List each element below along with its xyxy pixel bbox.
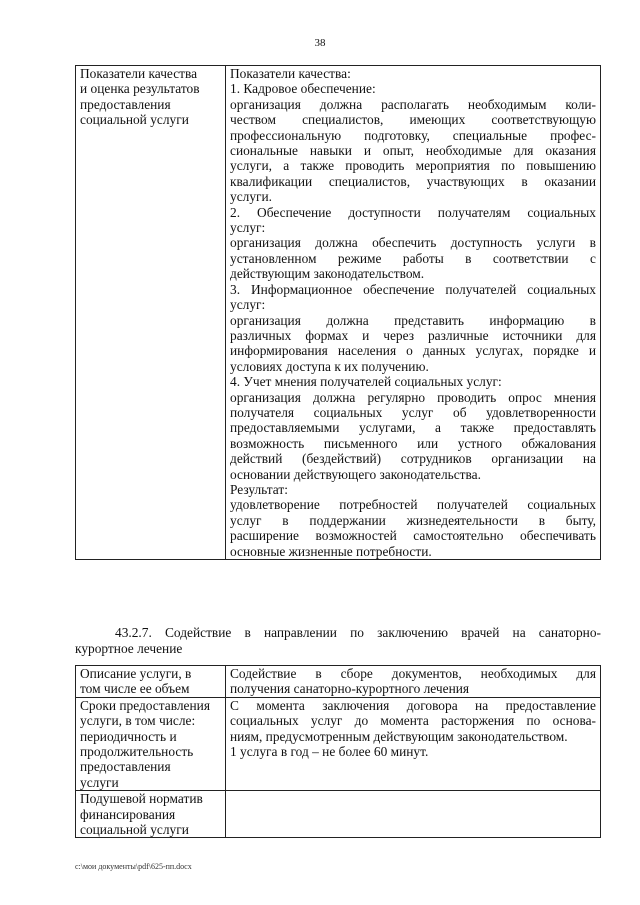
text-line: возможность письменного или устного обжалования [230,435,596,451]
text-line: С момента заключения договора на предоставление [230,697,596,713]
section-heading-line-1: 43.2.7. Содействие в направлении по заключению врачей на санаторно- [115,625,601,640]
section-heading [75,625,601,657]
text-line: услуги, а также проводить мероприятия по повышению [230,158,596,174]
footer-file-path: c:\мои документы\pdf\625-пп.docx [75,862,192,871]
text-line: действующим законодательством. [230,266,425,282]
text-line: 2. Обеспечение доступности получателям социальных [230,204,596,220]
text-line: чеством специалистов, имеющих соответствующую [230,112,596,128]
text-line: действий (бездействий) сотрудников организации на [230,451,596,467]
text-line: Показатели качества: [230,66,351,81]
text-line: услуг в поддержании жизнедеятельности в быту, [230,512,596,528]
text-line: Показатели качества [80,66,198,81]
service-terms-content-cell [226,697,601,790]
text-line: различных формах и через различные источники для [230,327,596,343]
text-line: услуги [80,774,119,790]
text-line: социальной услуги [80,112,189,128]
text-line: услуг: [230,220,266,236]
text-line: финансирования [80,806,176,822]
table-row [76,697,601,790]
text-line: и оценка результатов [80,81,200,97]
text-line: периодичность и [80,728,177,744]
text-line: 1. Кадровое обеспечение: [230,81,376,97]
text-line: организация должна регулярно проводить опрос мнения [230,389,596,405]
text-line: услуг: [230,297,266,313]
text-line: 3. Информационное обеспечение получателей социальных [230,281,596,297]
text-line: Описание услуги, в [80,666,192,681]
text-line: получения санаторно-курортного лечения [230,681,470,697]
text-line: 4. Учет мнения получателей социальных услуг: [230,374,502,390]
quality-indicators-content-cell [226,66,601,560]
text-line: Подушевой норматив [80,791,203,807]
table-row [76,666,601,698]
text-line: ниям, предусмотренным действующим законодательством. [230,728,568,744]
text-line: сиональные навыки и опыт, необходимые для оказания [230,143,596,159]
text-line: том числе ее объем [80,681,190,697]
quality-indicators-label-cell [76,66,226,560]
text-line: продолжительность [80,744,194,760]
text-line: Сроки предоставления [80,697,210,713]
page-number: 38 [314,37,326,49]
text-line: установленном режиме работы в соответствии с [230,250,596,266]
text-line: предоставления [80,96,171,112]
empty-cell-spacer [230,791,596,806]
service-description-content-cell [226,666,601,698]
funding-norm-content-cell [226,791,601,838]
text-line: социальной услуги [80,822,189,838]
service-details-table [75,665,601,838]
funding-norm-label-cell [76,791,226,838]
text-line: профессиональную подготовку, специальные профес- [230,127,596,143]
text-line: основании действующего законодательства. [230,466,481,482]
text-line: предоставляемыми услугами, а также предоставлять [230,420,596,436]
table-row [76,66,601,560]
section-heading-line-2: курортное лечение [75,641,183,656]
text-line: получателя социальных услуг об удовлетворенности [230,404,596,420]
text-line: 1 услуга в год – не более 60 минут. [230,744,429,760]
service-terms-label-cell [76,697,226,790]
table-row [76,791,601,838]
text-line: условиях доступа к их получению. [230,358,429,374]
text-line: Содействие в сборе документов, необходимых для [230,666,596,681]
text-line: организация должна обеспечить доступность услуги в [230,235,596,251]
text-line: основные жизненные потребности. [230,543,432,559]
text-line: социальных услуг до момента расторжения по основа- [230,713,596,729]
text-line: информирования населения о данных услугах, порядке и [230,343,596,359]
quality-indicators-table [75,65,601,560]
text-line: предоставления [80,759,171,775]
text-line: услуги. [230,189,273,205]
text-line: удовлетворение потребностей получателей социальных [230,497,596,513]
text-line: квалификации специалистов, участвующих в оказании [230,173,596,189]
service-description-label-cell [76,666,226,698]
text-line: организация должна представить информацию в [230,312,596,328]
text-line: услуги, в том числе: [80,713,196,729]
text-line: Результат: [230,481,288,497]
text-line: расширение возможностей самостоятельно обеспечивать [230,528,596,544]
text-line: организация должна располагать необходимым коли- [230,96,596,112]
